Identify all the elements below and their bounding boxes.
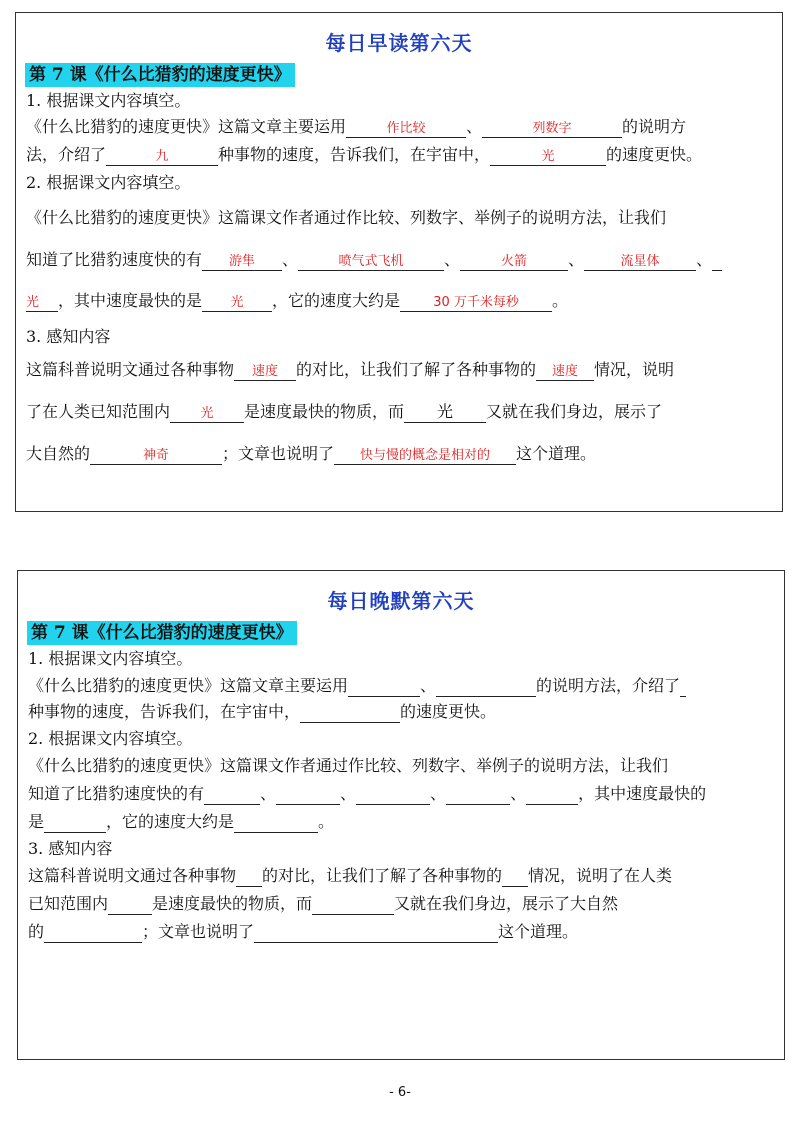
answer-blank[interactable] xyxy=(680,676,686,697)
answer-blank: 火箭 xyxy=(460,250,568,271)
morning-q2-line1: 《什么比猎豹的速度更快》这篇课文作者通过作比较、列数字、举例子的说明方法，让我们 xyxy=(26,208,667,227)
answer-blank: 光 xyxy=(202,291,272,312)
answer-blank: 光 xyxy=(490,145,606,166)
answer-blank[interactable] xyxy=(254,922,498,943)
evening-title: 每日晚默第六天 xyxy=(327,589,475,613)
evening-q1-line2: 种事物的速度，告诉我们，在宇宙中， 的速度更快。 xyxy=(28,702,497,721)
evening-q2-heading: 2. 根据课文内容填空。 xyxy=(28,729,193,748)
morning-q3-line2: 了在人类已知范围内 光 是速度最快的物质，而 光 又就在我们身边，展示了 xyxy=(26,402,663,421)
morning-q3-heading: 3. 感知内容 xyxy=(26,327,111,346)
answer-blank[interactable] xyxy=(300,702,400,723)
evening-q2-line2: 知道了比猎豹速度快的有 、 、 、 、 ，其中速度最快的 xyxy=(28,784,707,803)
morning-q1-line1: 《什么比猎豹的速度更快》这篇文章主要运用 作比较 、 列数字 的说明方 xyxy=(26,117,687,136)
evening-lesson-label: 第 7 课《什么比猎豹的速度更快》 xyxy=(27,621,297,645)
answer-blank[interactable] xyxy=(312,894,394,915)
evening-q3-heading: 3. 感知内容 xyxy=(28,839,113,858)
page-number: - 6- xyxy=(389,1085,411,1100)
answer-blank[interactable] xyxy=(348,676,420,697)
morning-q2-line3: 光 ，其中速度最快的是 光 ，它的速度大约是 30 万千米每秒 。 xyxy=(26,291,569,310)
morning-q3-line1: 这篇科普说明文通过各种事物 速度 的对比，让我们了解了各种事物的 速度 情况，说明 xyxy=(26,360,675,379)
evening-q1-heading: 1. 根据课文内容填空。 xyxy=(28,649,193,668)
answer-blank: 作比较 xyxy=(346,117,466,138)
answer-blank: 流星体 xyxy=(584,250,696,271)
answer-blank[interactable] xyxy=(276,784,340,805)
evening-q3-line1: 这篇科普说明文通过各种事物 的对比，让我们了解了各种事物的 情况，说明了在人类 xyxy=(28,866,673,885)
morning-q2-heading: 2. 根据课文内容填空。 xyxy=(26,173,191,192)
answer-blank: 光 xyxy=(404,402,486,423)
morning-q1-heading: 1. 根据课文内容填空。 xyxy=(26,91,191,110)
answer-blank: 九 xyxy=(106,145,218,166)
evening-q3-line2: 已知范围内 是速度最快的物质，而 又就在我们身边，展示了大自然 xyxy=(28,894,619,913)
answer-blank: 光 xyxy=(170,402,244,423)
answer-blank: 神奇 xyxy=(90,444,222,465)
answer-blank: 喷气式飞机 xyxy=(298,250,444,271)
answer-blank[interactable] xyxy=(44,812,106,833)
morning-q2-line2: 知道了比猎豹速度快的有 游隼 、 喷气式飞机 、 火箭 、 流星体 、 xyxy=(26,249,722,271)
answer-blank[interactable] xyxy=(108,894,152,915)
answer-blank[interactable] xyxy=(236,866,262,887)
answer-blank: 光 xyxy=(26,291,58,312)
answer-blank: 30 万千米每秒 xyxy=(400,291,552,312)
morning-worksheet xyxy=(15,12,783,512)
answer-blank[interactable] xyxy=(526,784,578,805)
evening-worksheet xyxy=(17,570,785,1060)
morning-lesson-label: 第 7 课《什么比猎豹的速度更快》 xyxy=(25,63,295,87)
morning-title: 每日早读第六天 xyxy=(325,31,473,55)
answer-blank[interactable] xyxy=(502,866,528,887)
morning-q3-line3: 大自然的 神奇 ；文章也说明了 快与慢的概念是相对的 这个道理。 xyxy=(26,444,597,463)
answer-blank: 速度 xyxy=(536,360,594,381)
answer-blank: 快与慢的概念是相对的 xyxy=(334,444,516,465)
morning-q1-line2: 法，介绍了 九 种事物的速度，告诉我们，在宇宙中， 光 的速度更快。 xyxy=(26,145,703,164)
answer-blank[interactable] xyxy=(204,784,260,805)
evening-q2-line1: 《什么比猎豹的速度更快》这篇课文作者通过作比较、列数字、举例子的说明方法，让我们 xyxy=(28,756,669,775)
answer-blank[interactable] xyxy=(356,784,430,805)
answer-blank xyxy=(712,250,722,271)
answer-blank: 游隼 xyxy=(202,250,282,271)
answer-blank[interactable] xyxy=(446,784,510,805)
answer-blank[interactable] xyxy=(234,812,318,833)
evening-q1-line1: 《什么比猎豹的速度更快》这篇文章主要运用 、 的说明方法，介绍了 xyxy=(28,675,686,697)
answer-blank[interactable] xyxy=(44,922,142,943)
evening-q2-line3: 是 ，它的速度大约是 。 xyxy=(28,812,335,831)
answer-blank[interactable] xyxy=(436,676,536,697)
answer-blank: 列数字 xyxy=(482,117,622,138)
evening-q3-line3: 的 ；文章也说明了 这个道理。 xyxy=(28,922,579,941)
answer-blank: 速度 xyxy=(234,360,296,381)
